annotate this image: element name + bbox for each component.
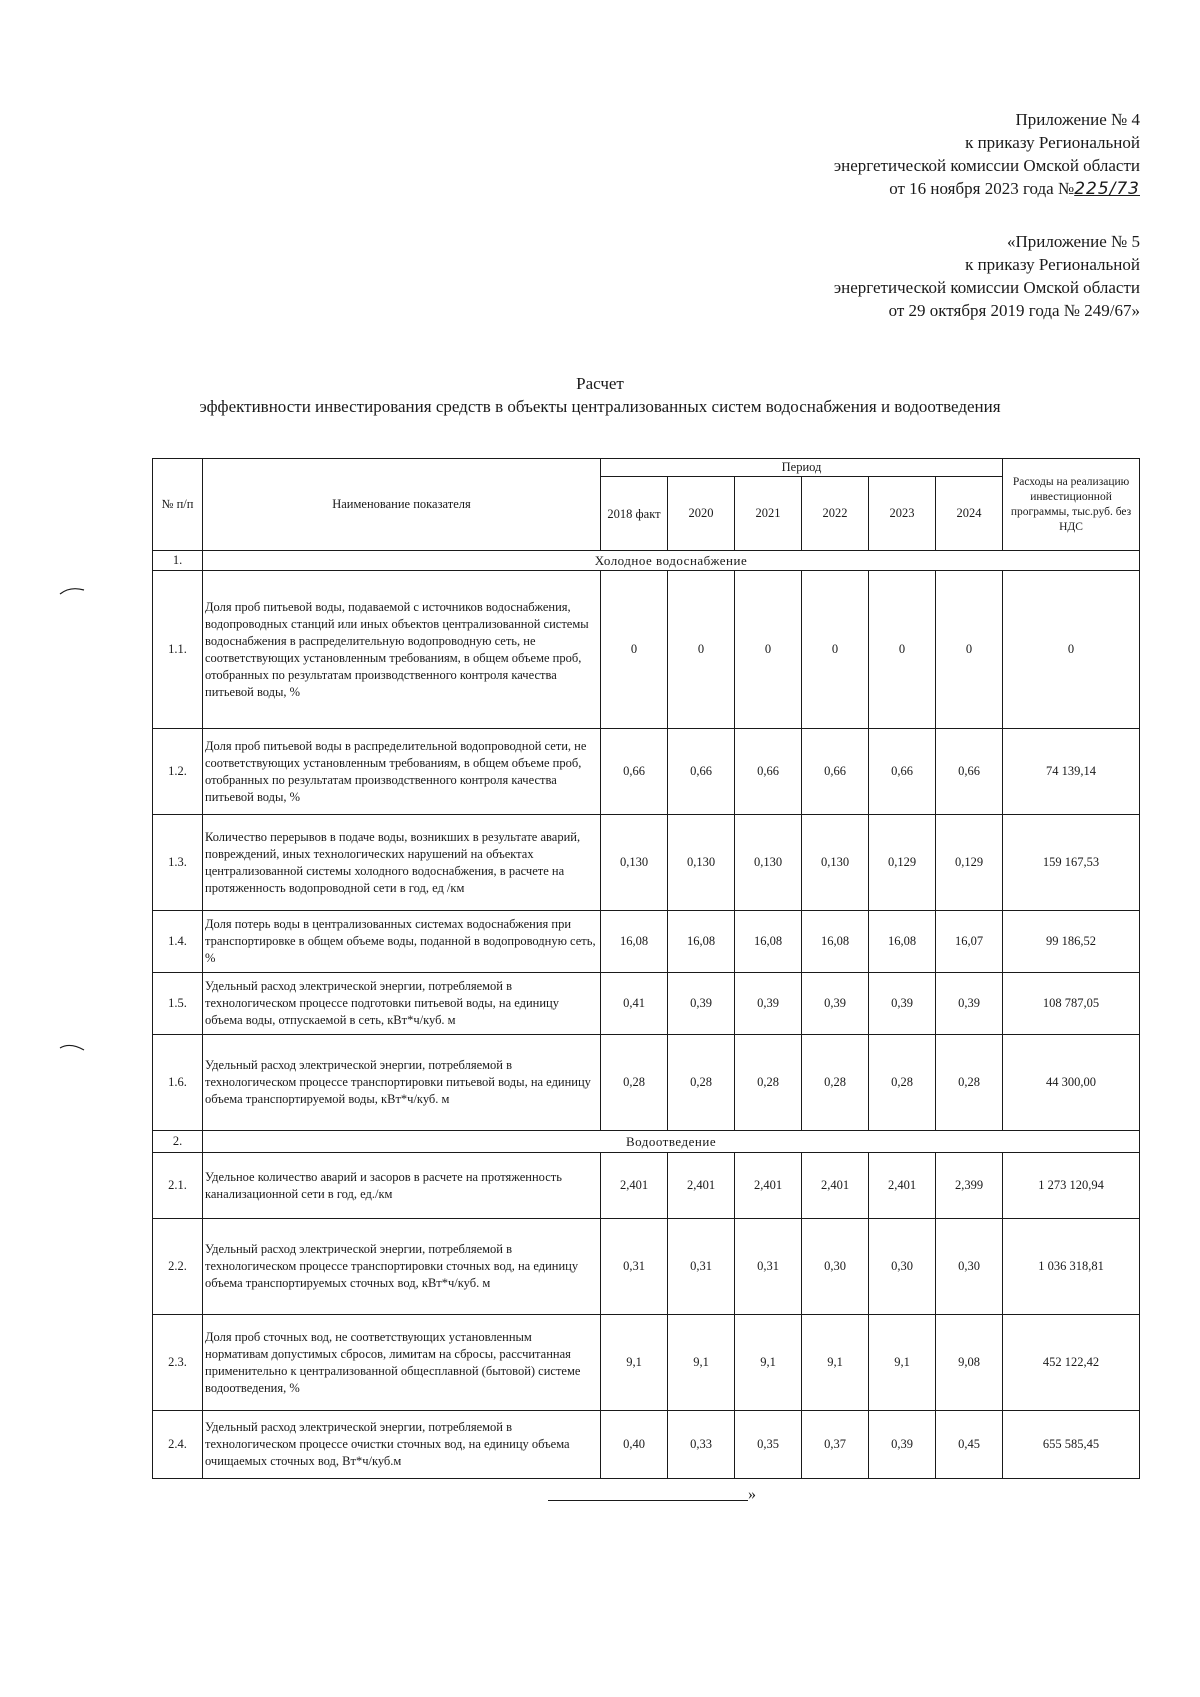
appendix-current-line-2: к приказу Региональной — [965, 133, 1140, 152]
section-title: Водоотведение — [203, 1131, 1140, 1153]
row-num: 1.5. — [153, 973, 203, 1035]
year-value: 9,1 — [601, 1315, 668, 1411]
row-num: 1.2. — [153, 729, 203, 815]
indicator-name: Доля проб питьевой воды в распределительной водопроводной сети, не соответствующих установленным требованиям, в общем объеме проб, отобранных по результатам производственного контроля качества питьевой воды, % — [203, 729, 601, 815]
indicator-name: Удельный расход электрической энергии, потребляемой в технологическом процессе транспортировки питьевой воды, на единицу объема транспортируемой воды, кВт*ч/куб. м — [203, 1035, 601, 1131]
efficiency-table — [152, 458, 1140, 1479]
year-value: 0,33 — [668, 1411, 735, 1479]
year-value: 0,39 — [936, 973, 1003, 1035]
section-num: 1. — [153, 551, 203, 571]
year-value: 16,08 — [869, 911, 936, 973]
year-value: 0,129 — [936, 815, 1003, 911]
header-year: 2021 — [735, 477, 802, 551]
cost-value: 99 186,52 — [1003, 911, 1140, 973]
table-row — [153, 911, 1140, 973]
year-value: 0,130 — [668, 815, 735, 911]
year-value: 0 — [802, 571, 869, 729]
year-value: 0 — [668, 571, 735, 729]
year-value: 0,130 — [601, 815, 668, 911]
year-value: 0,30 — [936, 1219, 1003, 1315]
year-value: 0,39 — [869, 1411, 936, 1479]
section-num: 2. — [153, 1131, 203, 1153]
year-value: 0 — [735, 571, 802, 729]
header-year: 2018 факт — [601, 477, 668, 551]
cost-value: 655 585,45 — [1003, 1411, 1140, 1479]
row-num: 2.1. — [153, 1153, 203, 1219]
appendix-current — [834, 108, 1140, 201]
appendix-previous-line-2: к приказу Региональной — [965, 255, 1140, 274]
table-row — [153, 1035, 1140, 1131]
header-year: 2024 — [936, 477, 1003, 551]
year-value: 0,28 — [601, 1035, 668, 1131]
year-value: 0,39 — [802, 973, 869, 1035]
year-value: 0,30 — [869, 1219, 936, 1315]
cost-value: 452 122,42 — [1003, 1315, 1140, 1411]
year-value: 0,30 — [802, 1219, 869, 1315]
year-value: 0,66 — [735, 729, 802, 815]
year-value: 0,130 — [735, 815, 802, 911]
year-value: 0,39 — [869, 973, 936, 1035]
year-value: 0 — [936, 571, 1003, 729]
year-value: 9,1 — [735, 1315, 802, 1411]
section-title: Холодное водоснабжение — [203, 551, 1140, 571]
year-value: 16,08 — [802, 911, 869, 973]
indicator-name: Доля проб сточных вод, не соответствующих установленным нормативам допустимых сбросов, лимитам на сбросы, рассчитанная применительно к централизованной общесплавной (бытовой) системе водоотведения, % — [203, 1315, 601, 1411]
appendix-current-date-line — [834, 177, 1140, 201]
header-year: 2023 — [869, 477, 936, 551]
year-value: 0,45 — [936, 1411, 1003, 1479]
header-name: Наименование показателя — [203, 459, 601, 551]
table-row — [153, 1315, 1140, 1411]
appendix-current-line-1: Приложение № 4 — [1015, 110, 1140, 129]
indicator-name: Удельное количество аварий и засоров в расчете на протяженность канализационной сети в год, ед./км — [203, 1153, 601, 1219]
table-body — [153, 551, 1140, 1479]
header-costs: Расходы на реализацию инвестиционной программы, тыс.руб. без НДС — [1003, 459, 1140, 551]
appendix-current-line-3: энергетической комиссии Омской области — [833, 156, 1140, 175]
year-value: 0,66 — [668, 729, 735, 815]
header-year: 2020 — [668, 477, 735, 551]
year-value: 0,28 — [668, 1035, 735, 1131]
year-value: 0,130 — [802, 815, 869, 911]
year-value: 2,401 — [668, 1153, 735, 1219]
appendix-previous-line-4: от 29 октября 2019 года № 249/67» — [888, 301, 1140, 320]
row-num: 2.2. — [153, 1219, 203, 1315]
table-row — [153, 729, 1140, 815]
year-value: 0,66 — [601, 729, 668, 815]
year-value: 0 — [601, 571, 668, 729]
indicator-name: Удельный расход электрической энергии, потребляемой в технологическом процессе очистки сточных вод, на единицу объема очищаемых сточных вод, Вт*ч/куб.м — [203, 1411, 601, 1479]
year-value: 0,28 — [735, 1035, 802, 1131]
year-value: 2,399 — [936, 1153, 1003, 1219]
table-row — [153, 1411, 1140, 1479]
cost-value: 44 300,00 — [1003, 1035, 1140, 1131]
header-year: 2022 — [802, 477, 869, 551]
year-value: 2,401 — [802, 1153, 869, 1219]
header-num: № п/п — [153, 459, 203, 551]
year-value: 9,1 — [802, 1315, 869, 1411]
year-value: 9,1 — [668, 1315, 735, 1411]
year-value: 0,28 — [936, 1035, 1003, 1131]
year-value: 16,08 — [668, 911, 735, 973]
row-num: 2.4. — [153, 1411, 203, 1479]
row-num: 1.6. — [153, 1035, 203, 1131]
year-value: 9,08 — [936, 1315, 1003, 1411]
indicator-name: Количество перерывов в подаче воды, возникших в результате аварий, повреждений, иных технологических нарушений на объектах централизованной системы холодного водоснабжения, в расчете на протяженность водопроводной сети в год, ед /км — [203, 815, 601, 911]
year-value: 0,31 — [601, 1219, 668, 1315]
appendix-current-date: от 16 ноября 2023 года № — [889, 179, 1075, 198]
year-value: 0,129 — [869, 815, 936, 911]
handwritten-order-number: 225/73 — [1074, 179, 1140, 199]
appendix-previous-line-3: энергетической комиссии Омской области — [833, 278, 1140, 297]
year-value: 0,31 — [735, 1219, 802, 1315]
closing-underline — [548, 1500, 748, 1501]
indicator-name: Доля проб питьевой воды, подаваемой с источников водоснабжения, водопроводных станций или иных объектов централизованной системы водоснабжения в распределительную водопроводную сеть, не соответствующих установленным требованиям, в общем объеме проб, отобранных по результатам производственного контроля качества питьевой воды, % — [203, 571, 601, 729]
year-value: 2,401 — [735, 1153, 802, 1219]
year-value: 0,37 — [802, 1411, 869, 1479]
cost-value: 1 273 120,94 — [1003, 1153, 1140, 1219]
document-title-line-1: Расчет — [576, 374, 624, 393]
indicator-name: Удельный расход электрической энергии, потребляемой в технологическом процессе транспортировки сточных вод, на единицу объема транспортируемых сточных вод, кВт*ч/куб. м — [203, 1219, 601, 1315]
cost-value: 74 139,14 — [1003, 729, 1140, 815]
row-num: 1.1. — [153, 571, 203, 729]
year-value: 0,41 — [601, 973, 668, 1035]
indicator-name: Удельный расход электрической энергии, потребляемой в технологическом процессе подготовки питьевой воды, на единицу объема воды, отпускаемой в сеть, кВт*ч/куб. м — [203, 973, 601, 1035]
year-value: 2,401 — [869, 1153, 936, 1219]
cost-value: 108 787,05 — [1003, 973, 1140, 1035]
year-value: 0,66 — [869, 729, 936, 815]
cost-value: 1 036 318,81 — [1003, 1219, 1140, 1315]
row-num: 2.3. — [153, 1315, 203, 1411]
table-row — [153, 571, 1140, 729]
year-value: 0,28 — [869, 1035, 936, 1131]
table-row — [153, 815, 1140, 911]
appendix-previous-line-1: «Приложение № 5 — [1007, 232, 1140, 251]
section-row — [153, 1131, 1140, 1153]
year-value: 0,66 — [802, 729, 869, 815]
table-row — [153, 1219, 1140, 1315]
year-value: 0,31 — [668, 1219, 735, 1315]
punch-hole-mark-bottom — [58, 1040, 86, 1054]
year-value: 0,35 — [735, 1411, 802, 1479]
year-value: 0 — [869, 571, 936, 729]
year-value: 2,401 — [601, 1153, 668, 1219]
appendix-previous — [834, 230, 1140, 322]
header-period: Период — [601, 459, 1003, 477]
cost-value: 0 — [1003, 571, 1140, 729]
year-value: 16,08 — [735, 911, 802, 973]
closing-quote: » — [748, 1486, 756, 1503]
year-value: 16,08 — [601, 911, 668, 973]
table-row — [153, 973, 1140, 1035]
year-value: 0,28 — [802, 1035, 869, 1131]
indicator-name: Доля потерь воды в централизованных системах водоснабжения при транспортировке в общем объеме воды, поданной в водопроводную сеть, % — [203, 911, 601, 973]
document-title-line-2: эффективности инвестирования средств в объекты централизованных систем водоснабжения и водоотведения — [199, 397, 1001, 416]
year-value: 0,40 — [601, 1411, 668, 1479]
row-num: 1.3. — [153, 815, 203, 911]
row-num: 1.4. — [153, 911, 203, 973]
year-value: 9,1 — [869, 1315, 936, 1411]
cost-value: 159 167,53 — [1003, 815, 1140, 911]
table-row — [153, 1153, 1140, 1219]
year-value: 0,66 — [936, 729, 1003, 815]
year-value: 0,39 — [668, 973, 735, 1035]
document-title — [0, 372, 1200, 418]
year-value: 16,07 — [936, 911, 1003, 973]
section-row — [153, 551, 1140, 571]
punch-hole-mark-top — [58, 584, 86, 598]
year-value: 0,39 — [735, 973, 802, 1035]
